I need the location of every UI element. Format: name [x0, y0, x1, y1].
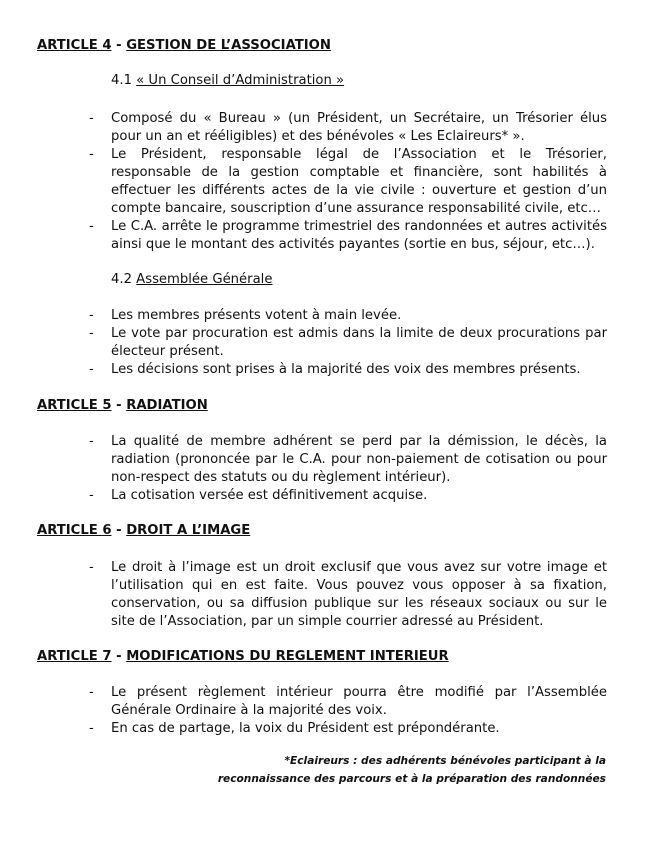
article-6-separator: -: [111, 523, 127, 538]
bullet-dash: -: [89, 685, 94, 700]
bullet-dash: -: [89, 434, 94, 449]
article-6-label: ARTICLE 6: [37, 523, 112, 538]
article-6-title: DROIT A L’IMAGE: [126, 523, 251, 538]
article-4-title: GESTION DE L’ASSOCIATION: [126, 38, 331, 53]
section-4-1-title: « Un Conseil d’Administration »: [136, 73, 345, 88]
bullet-dash: -: [89, 721, 94, 736]
footnote-line-1: *Eclaireurs : des adhérents bénévoles participant à la: [284, 755, 606, 767]
article-4-heading: [37, 37, 331, 55]
section-4-2-title: Assemblée Générale: [136, 272, 273, 287]
article-7-title: MODIFICATIONS DU REGLEMENT INTERIEUR: [126, 649, 449, 664]
article-7-heading: [37, 648, 449, 666]
section-4-2-heading: [111, 271, 272, 289]
article-7-label: ARTICLE 7: [37, 649, 112, 664]
section-4-1-number: 4.1: [111, 73, 137, 88]
list-item-text: Le vote par procuration est admis dans la limite de deux procurations par électeur présent.: [111, 326, 607, 359]
bullet-dash: -: [89, 219, 94, 234]
section-4-1-heading: [111, 72, 344, 90]
article-5-title: RADIATION: [126, 398, 208, 413]
bullet-dash: -: [89, 560, 94, 575]
list-item-text: Les membres présents votent à main levée.: [111, 308, 402, 323]
bullet-dash: -: [89, 326, 94, 341]
list-item-text: La cotisation versée est définitivement acquise.: [111, 488, 428, 503]
bullet-dash: -: [89, 111, 94, 126]
footnote-line-2: reconnaissance des parcours et à la préparation des randonnées: [217, 773, 606, 785]
article-5-separator: -: [111, 398, 127, 413]
list-item-text: Le Président, responsable légal de l’Association et le Trésorier, responsable de la gestion comptable et financière, sont habilités à effectuer les différents actes de la vie civile : ouverture et gestion d’un compte bancaire, souscription d’une assurance responsabilité civile, etc…: [111, 147, 607, 216]
bullet-dash: -: [89, 308, 94, 323]
bullet-dash: -: [89, 147, 94, 162]
footnote: [206, 752, 606, 788]
list-item-text: Le C.A. arrête le programme trimestriel des randonnées et autres activités ainsi que le montant des activités payantes (sortie en bus, séjour, etc…).: [111, 219, 607, 252]
list-item-text: En cas de partage, la voix du Président est prépondérante.: [111, 721, 500, 736]
list-item-text: Les décisions sont prises à la majorité des voix des membres présents.: [111, 362, 581, 377]
article-4-label: ARTICLE 4: [37, 38, 112, 53]
list-item-text: Le présent règlement intérieur pourra être modifié par l’Assemblée Générale Ordinaire à la majorité des voix.: [111, 685, 607, 718]
list-item-text: La qualité de membre adhérent se perd par la démission, le décès, la radiation (prononcée par le C.A. pour non-paiement de cotisation ou pour non-respect des statuts ou du règlement intérieur).: [111, 434, 607, 485]
article-4-separator: -: [111, 38, 127, 53]
bullet-dash: -: [89, 488, 94, 503]
list-item-text: Le droit à l’image est un droit exclusif que vous avez sur votre image et l’utilisation qui en est faite. Vous pouvez vous opposer à sa fixation, conservation, ou sa diffusion publique sur les réseaux sociaux ou sur le site de l’Association, par un simple courrier adressé au Président.: [111, 560, 607, 629]
article-7-separator: -: [111, 649, 127, 664]
article-5-heading: [37, 397, 208, 415]
article-6-heading: [37, 522, 250, 540]
bullet-dash: -: [89, 362, 94, 377]
article-5-label: ARTICLE 5: [37, 398, 112, 413]
list-item-text: Composé du « Bureau » (un Président, un Secrétaire, un Trésorier élus pour un an et rééligibles) et des bénévoles « Les Eclaireurs* ».: [111, 111, 607, 144]
section-4-2-number: 4.2: [111, 272, 137, 287]
